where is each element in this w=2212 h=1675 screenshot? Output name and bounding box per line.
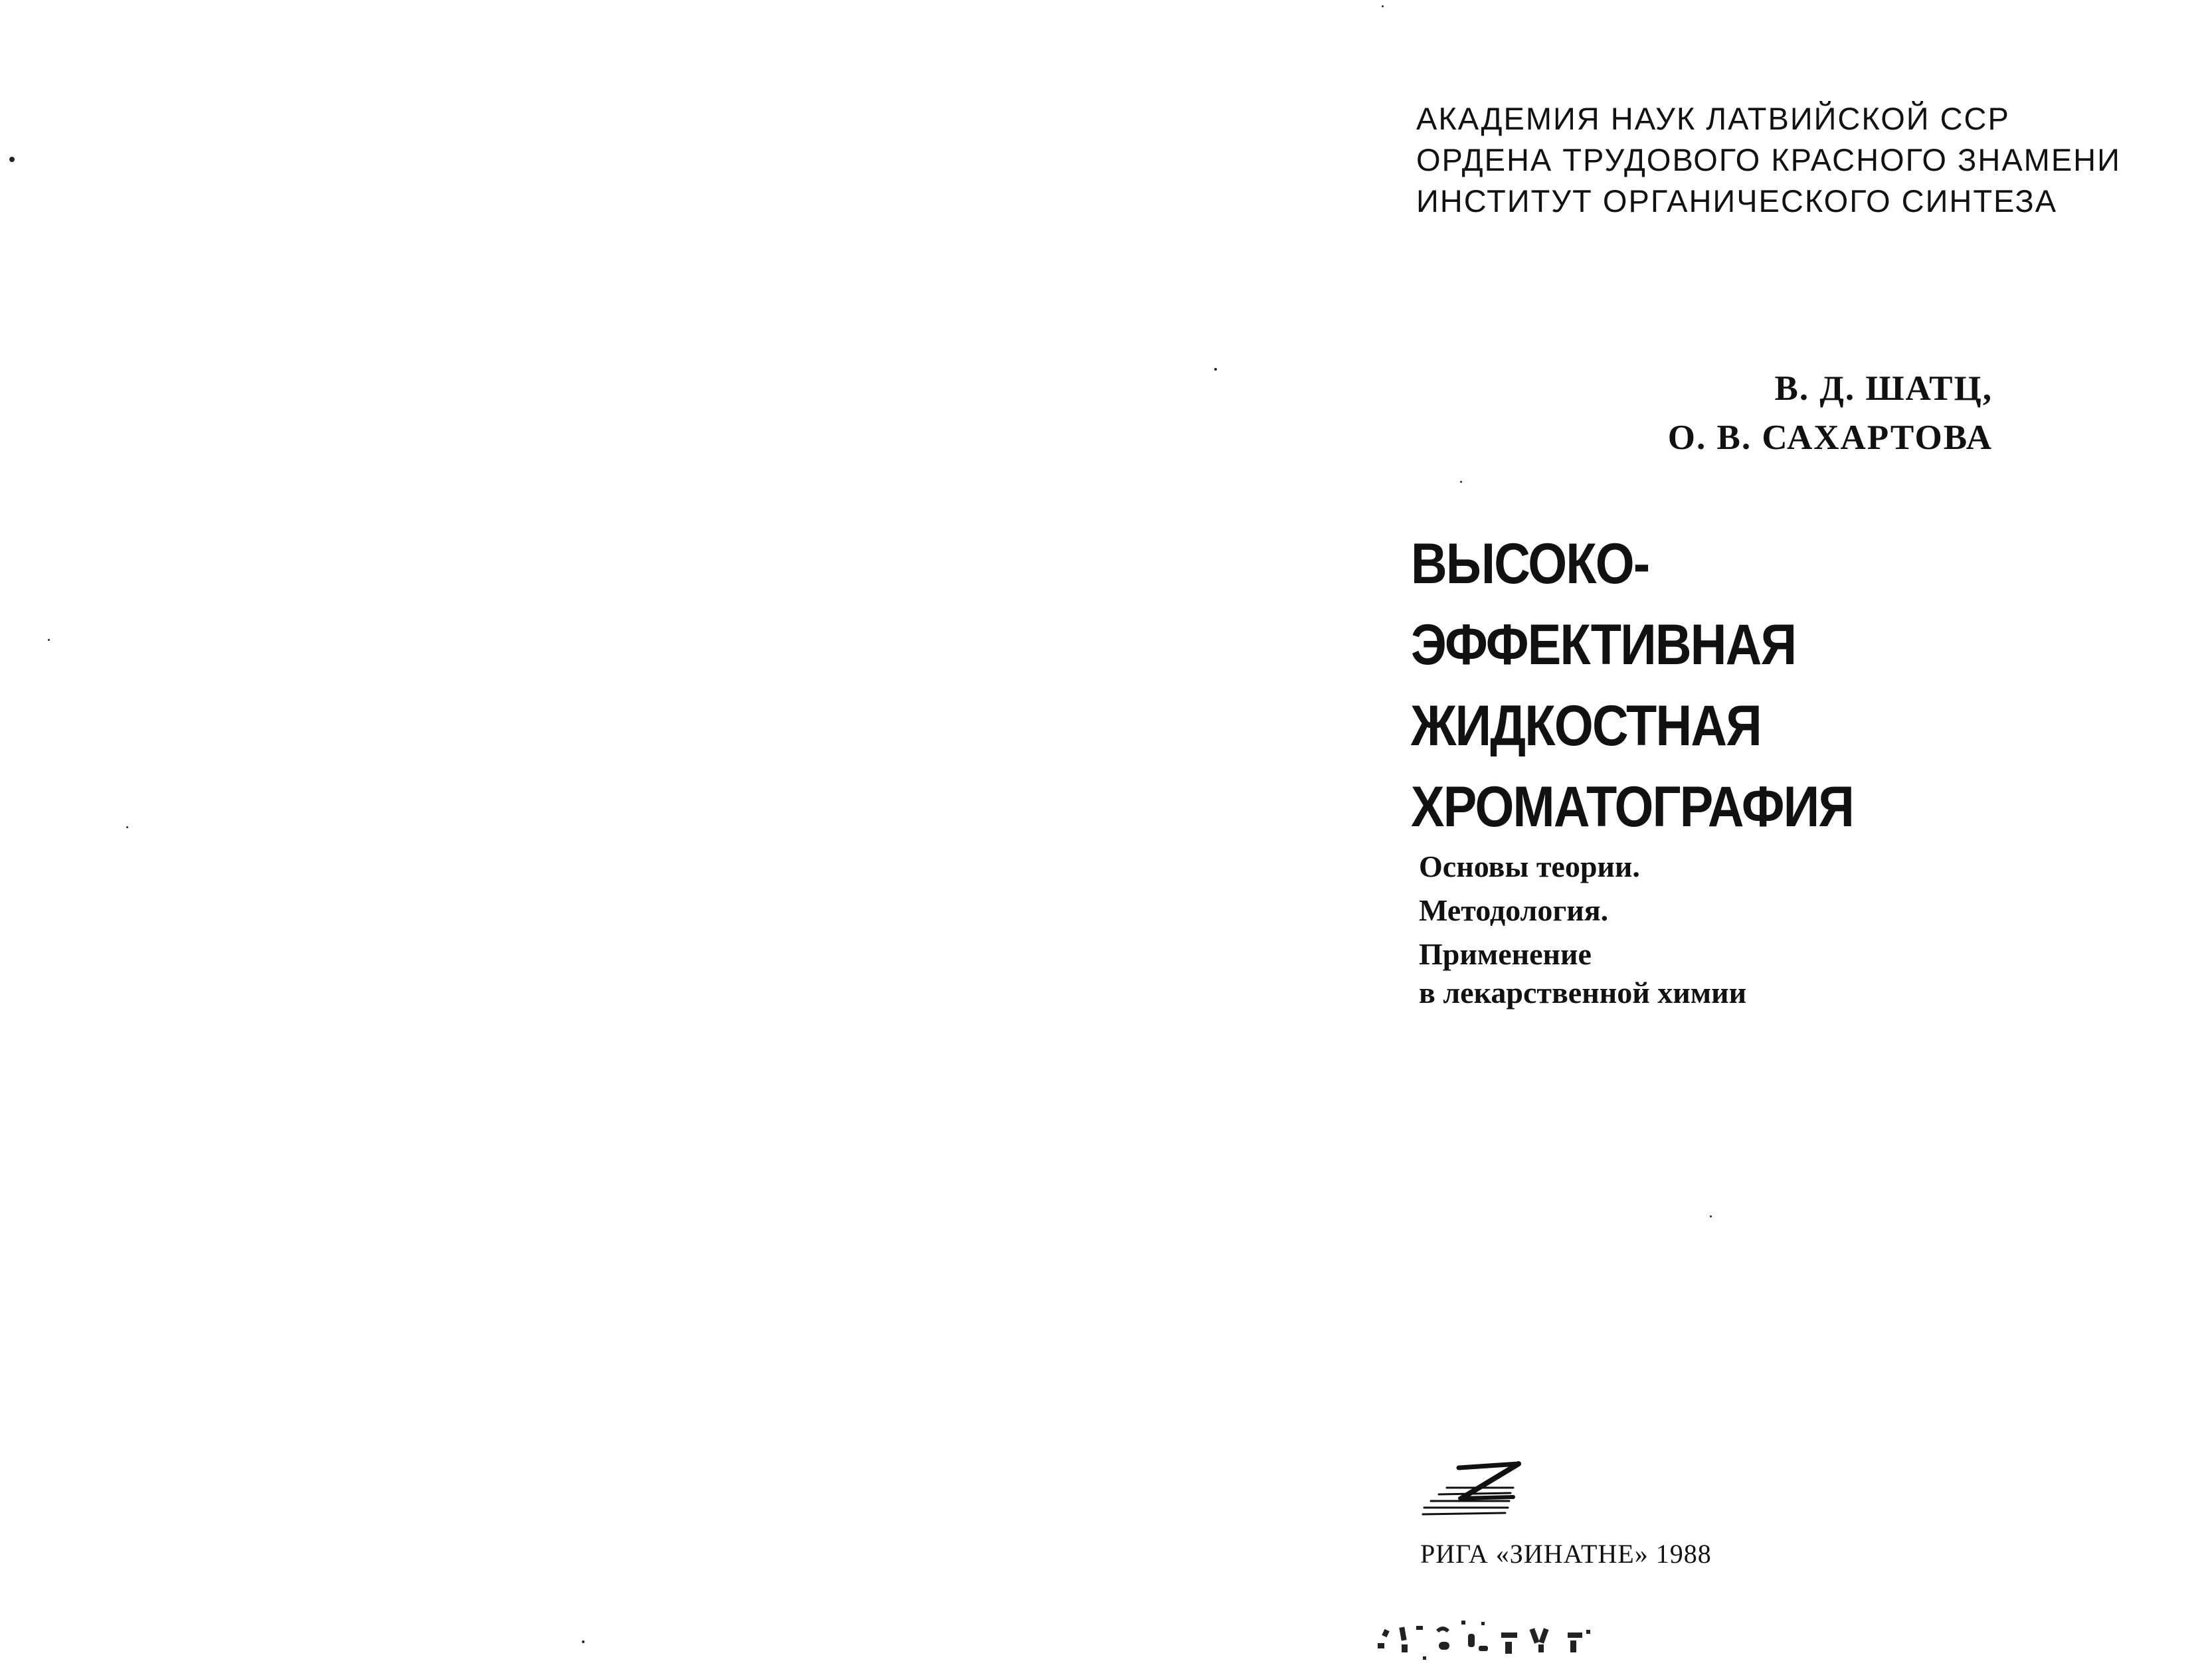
scan-speck <box>1214 368 1217 371</box>
title-line: ЖИДКОСТНАЯ <box>1411 694 1761 758</box>
scan-speck <box>1460 481 1462 483</box>
subtitle-line: Применение <box>1419 937 1592 971</box>
scan-speck <box>48 639 50 641</box>
scan-speck <box>1382 5 1384 7</box>
institution-header <box>1416 98 2121 222</box>
institution-line: ИНСТИТУТ ОРГАНИЧЕСКОГО СИНТЕЗА <box>1416 183 2058 219</box>
book-subtitle <box>1419 847 2017 1012</box>
subtitle-line: Основы теории. <box>1419 849 1640 883</box>
title-line: ВЫСОКО- <box>1411 532 1649 596</box>
author-name: В. Д. ШАТЦ, <box>1774 369 1993 408</box>
subtitle-line: Методология. <box>1419 893 1609 927</box>
publisher-imprint: РИГА «ЗИНАТНЕ» 1988 <box>1420 1539 1712 1569</box>
institution-line: АКАДЕМИЯ НАУК ЛАТВИЙСКОЙ ССР <box>1416 101 2010 136</box>
title-line: ЭФФЕКТИВНАЯ <box>1411 613 1796 677</box>
subtitle-line: в лекарственной химии <box>1419 976 1747 1010</box>
library-stamp-icon <box>1375 1613 1701 1666</box>
scan-speck <box>9 157 15 162</box>
institution-line: ОРДЕНА ТРУДОВОГО КРАСНОГО ЗНАМЕНИ <box>1416 142 2121 177</box>
author-name: О. В. САХАРТОВА <box>1667 418 1993 457</box>
scan-speck <box>126 826 128 828</box>
book-title <box>1411 523 2054 847</box>
scan-speck <box>582 1640 585 1643</box>
authors <box>1594 364 1993 462</box>
zinatne-logo-icon <box>1420 1461 1526 1521</box>
title-line: ХРОМАТОГРАФИЯ <box>1411 775 1853 839</box>
scan-speck <box>1710 1215 1712 1217</box>
